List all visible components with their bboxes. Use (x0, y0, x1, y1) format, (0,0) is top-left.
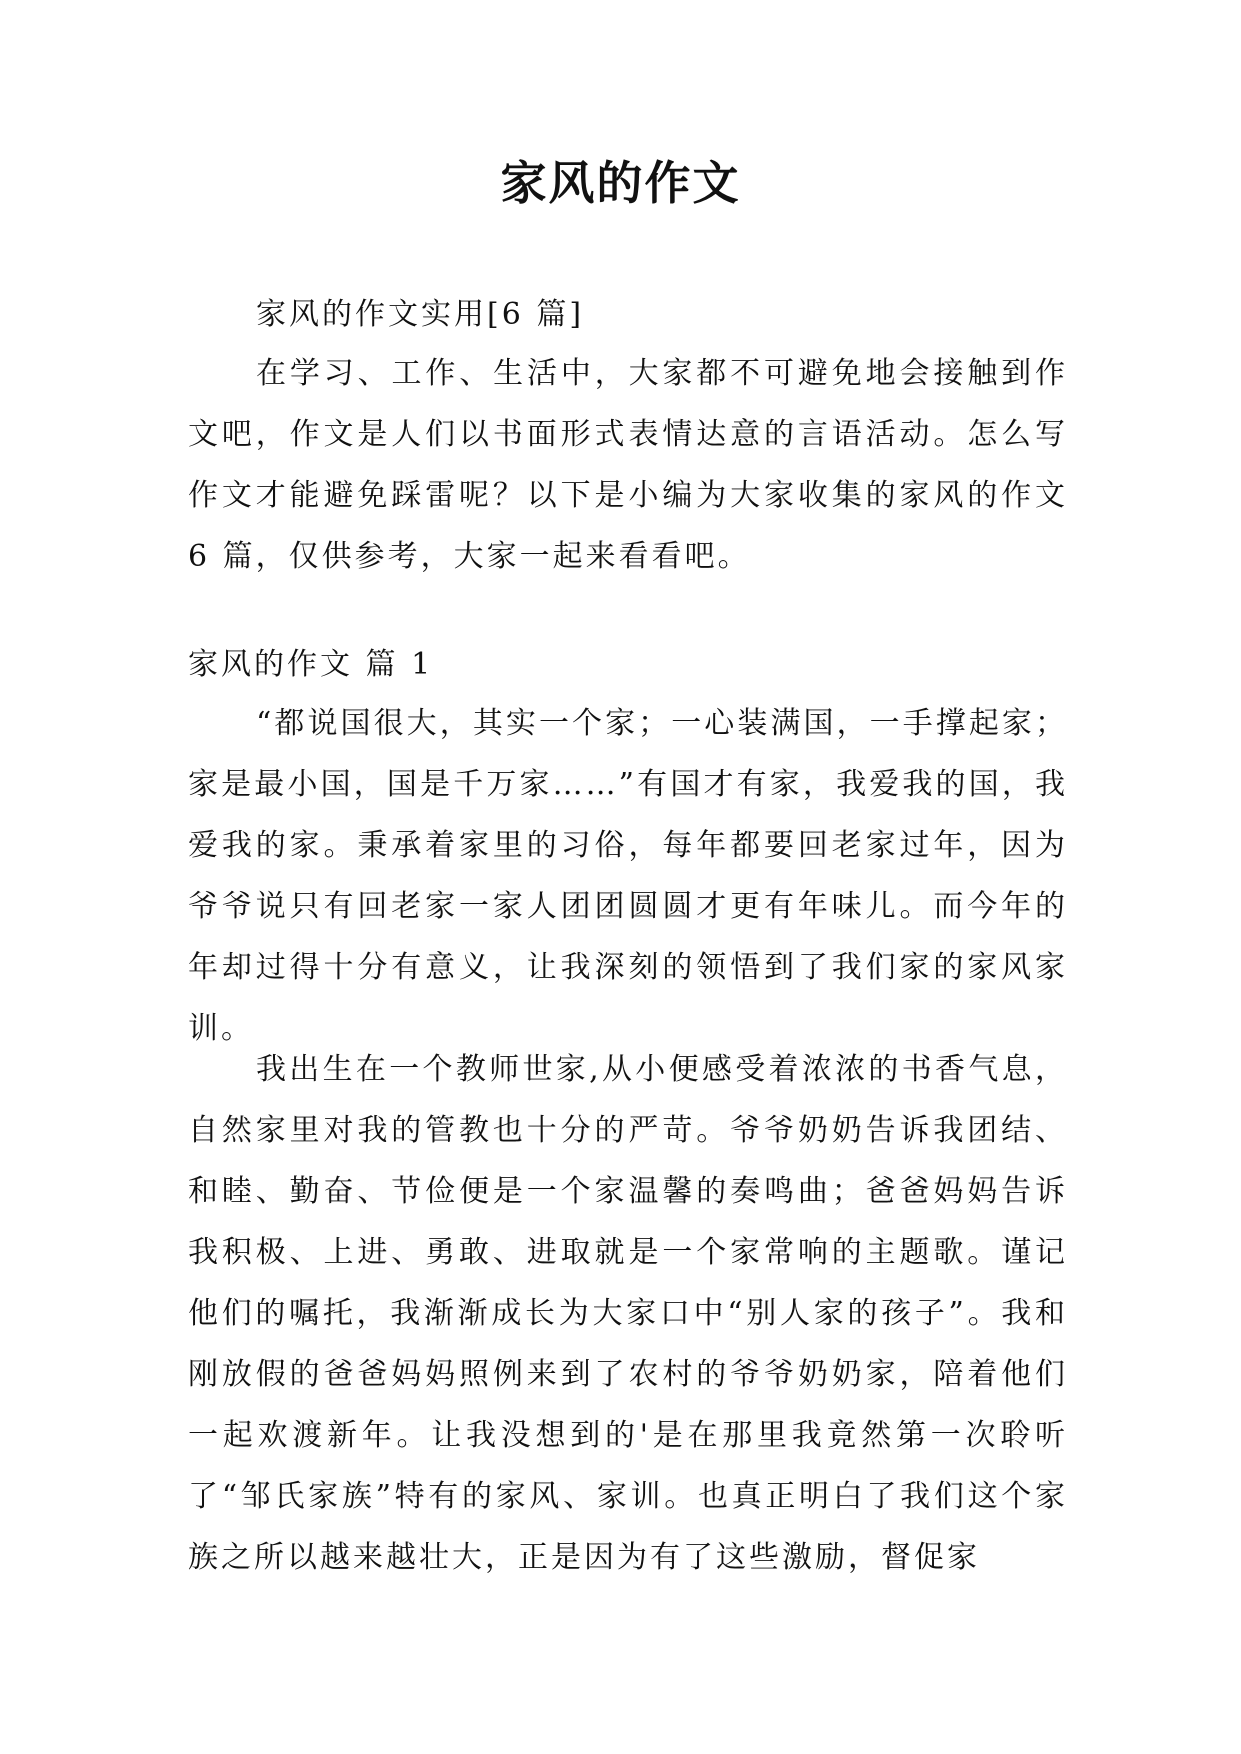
body-paragraph: “都说国很大，其实一个家；一心装满国，一手撑起家；家是最小国，国是千万家……”有国才有家，我爱我的国，我爱我的家。秉承着家里的习俗，每年都要回老家过年，因为爷爷说只有回老家一家人团团圆圆才更有年味儿。而今年的年却过得十分有意义，让我深刻的领悟到了我们家的家风家训。 (188, 706, 1068, 1046)
section-heading: 家风的作文 篇 1 (188, 647, 434, 682)
document-subtitle: 家风的作文实用[6 篇] (256, 297, 585, 332)
document-title: 家风的作文 (500, 156, 741, 210)
body-paragraph: 我出生在一个教师世家,从小便感受着浓浓的书香气息，自然家里对我的管教也十分的严苛。爷爷奶奶告诉我团结、和睦、勤奋、节俭便是一个家温馨的奏鸣曲；爸爸妈妈告诉我积极、上进、勇敢、进取就是一个家常响的主题歌。谨记他们的嘱托，我渐渐成长为大家口中“别人家的孩子”。我和刚放假的爸爸妈妈照例来到了农村的爷爷奶奶家，陪着他们一起欢渡新年。让我没想到的'是在那里我竟然第一次聆听了“邹氏家族”特有的家风、家训。也真正明白了我们这个家族之所以越来越壮大，正是因为有了这些激励，督促家 (188, 1052, 1068, 1575)
intro-paragraph: 在学习、工作、生活中，大家都不可避免地会接触到作文吧，作文是人们以书面形式表情达意的言语活动。怎么写作文才能避免踩雷呢？以下是小编为大家收集的家风的作文 6 篇，仅供参考，大家一起来看看吧。 (188, 356, 1068, 574)
